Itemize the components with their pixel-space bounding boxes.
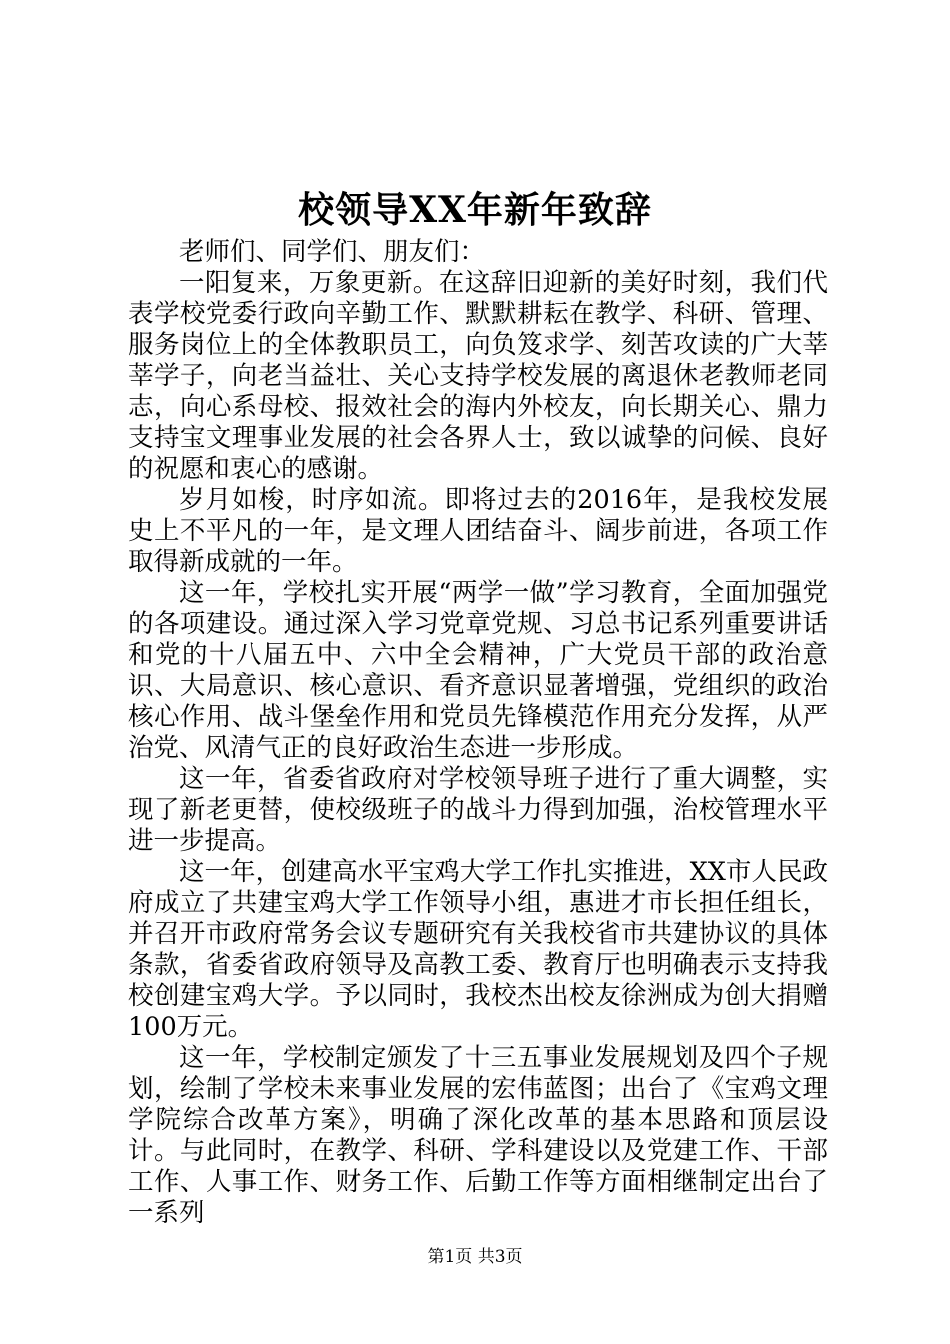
- body-paragraph: 这一年，省委省政府对学校领导班子进行了重大调整，实现了新老更替，使校级班子的战斗力得到加强，治校管理水平进一步提高。: [128, 764, 828, 856]
- page-footer: 第1页 共3页: [427, 1247, 523, 1267]
- document-body: [128, 237, 828, 1229]
- salutation-paragraph: 老师们、同学们、朋友们：: [179, 237, 486, 267]
- body-paragraph: 岁月如梭，时序如流。即将过去的2016年，是我校发展史上不平凡的一年，是文理人团结奋斗、阔步前进，各项工作取得新成就的一年。: [128, 485, 828, 577]
- body-paragraph: 这一年，学校制定颁发了十三五事业发展规划及四个子规划，绘制了学校未来事业发展的宏伟蓝图；出台了《宝鸡文理学院综合改革方案》，明确了深化改革的基本思路和顶层设计。与此同时，在教学、科研、学科建设以及党建工作、干部工作、人事工作、财务工作、后勤工作等方面相继制定出台了一系列: [128, 1043, 828, 1228]
- body-paragraph: 这一年，学校扎实开展“两学一做”学习教育，全面加强党的各项建设。通过深入学习党章党规、习总书记系列重要讲话和党的十八届五中、六中全会精神，广大党员干部的政治意识、大局意识、核心意识、看齐意识显著增强，党组织的政治核心作用、战斗堡垒作用和党员先锋模范作用充分发挥，从严治党、风清气正的良好政治生态进一步形成。: [128, 578, 828, 763]
- document-title: 校领导XX年新年致辞: [298, 189, 652, 231]
- body-paragraph: 一阳复来，万象更新。在这辞旧迎新的美好时刻，我们代表学校党委行政向辛勤工作、默默耕耘在教学、科研、管理、服务岗位上的全体教职员工，向负笈求学、刻苦攻读的广大莘莘学子，向老当益壮、关心支持学校发展的离退休老教师老同志，向心系母校、报效社会的海内外校友，向长期关心、鼎力支持宝文理事业发展的社会各界人士，致以诚挚的问候、良好的祝愿和衷心的感谢。: [128, 268, 828, 484]
- body-paragraph: 这一年，创建高水平宝鸡大学工作扎实推进，XX市人民政府成立了共建宝鸡大学工作领导小组，惠进才市长担任组长，并召开市政府常务会议专题研究有关我校省市共建协议的具体条款，省委省政府领导及高教工委、教育厅也明确表示支持我校创建宝鸡大学。予以同时，我校杰出校友徐洲成为创大捐赠100万元。: [128, 857, 828, 1042]
